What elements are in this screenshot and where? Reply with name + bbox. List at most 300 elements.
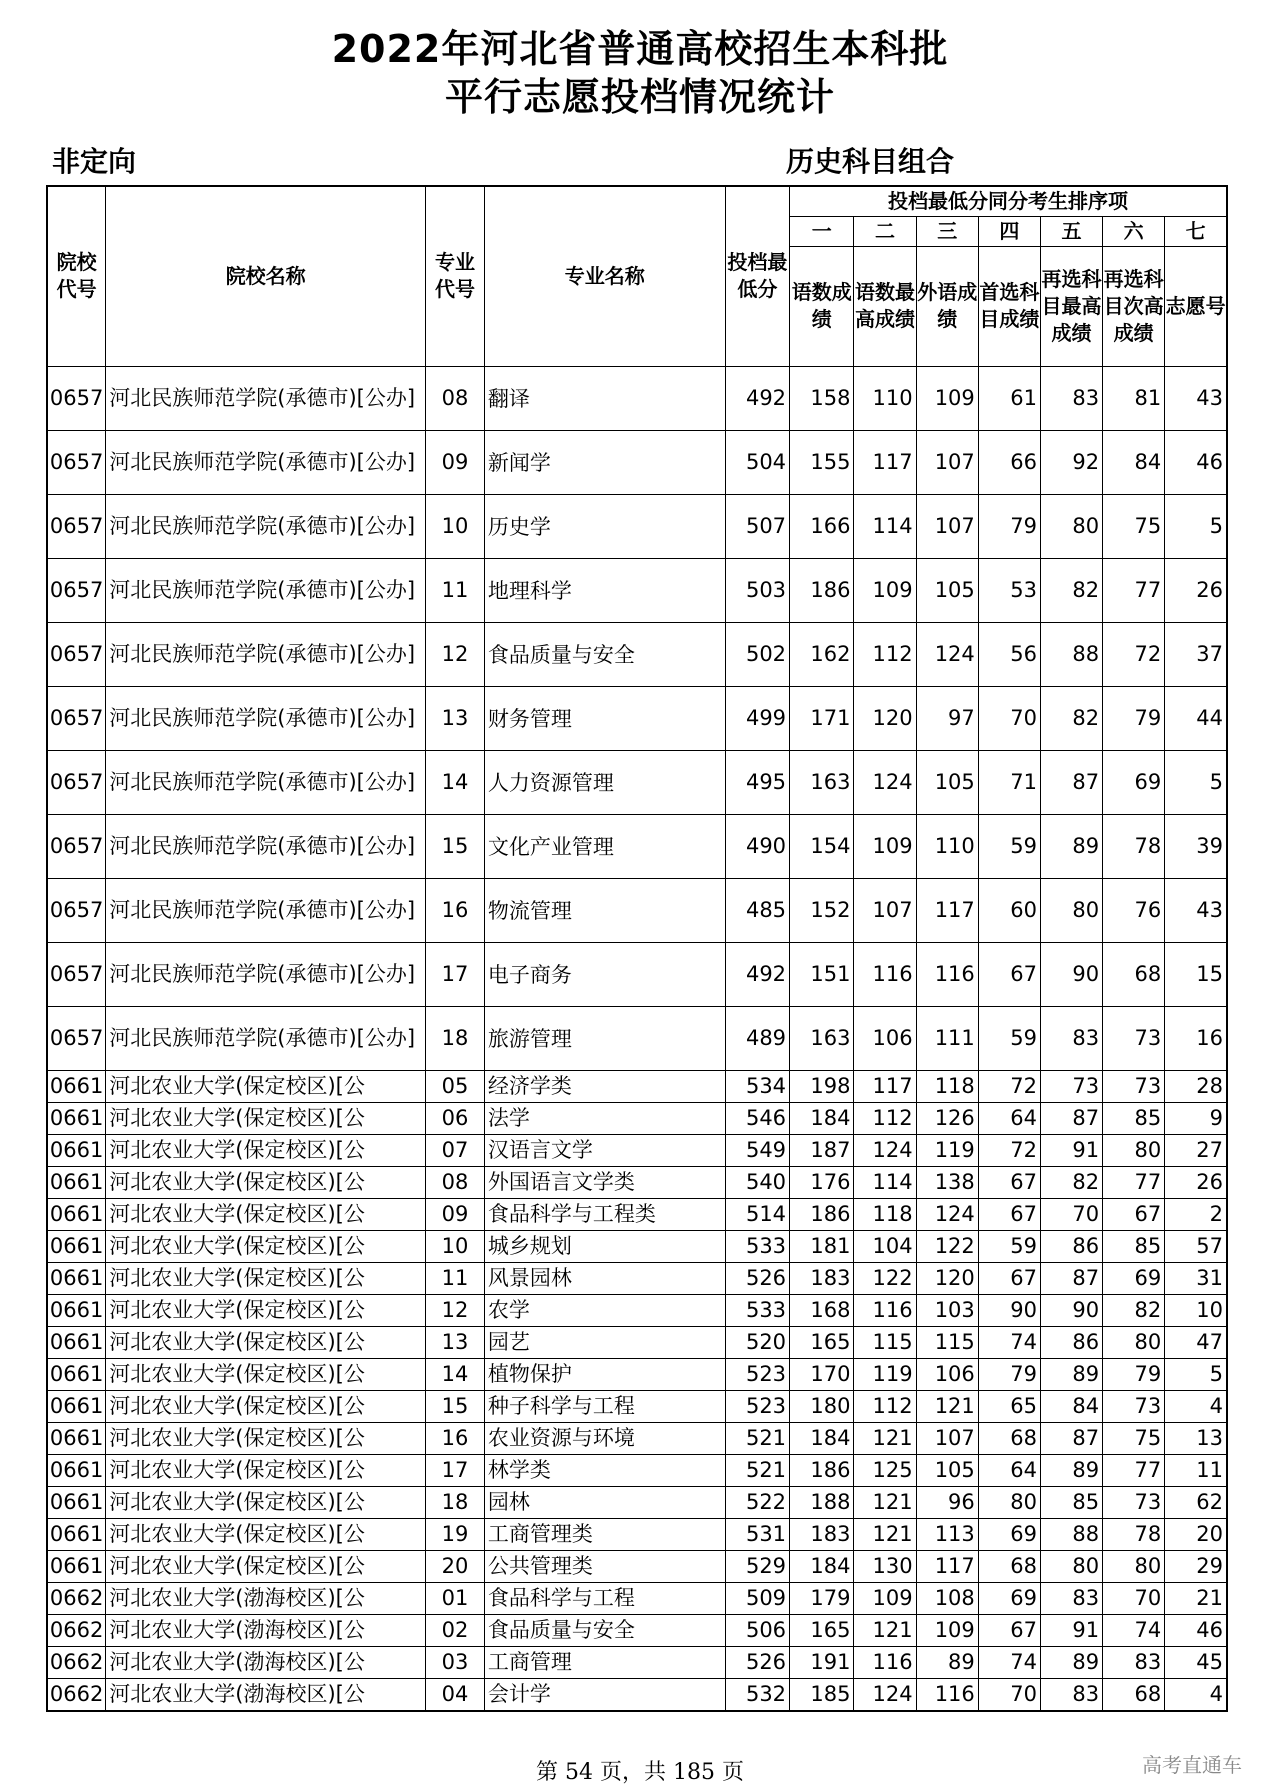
rank-value-cell: 89 (1040, 1646, 1102, 1678)
rank-value-cell: 4 (1165, 1390, 1227, 1422)
rank-value-cell: 165 (790, 1614, 854, 1646)
major-name-cell: 旅游管理 (484, 1006, 725, 1070)
major-name-cell: 地理科学 (484, 558, 725, 622)
rank-value-cell: 155 (790, 430, 854, 494)
major-code-cell: 20 (426, 1550, 485, 1582)
major-code-cell: 01 (426, 1582, 485, 1614)
rank-value-cell: 103 (916, 1294, 978, 1326)
rank-value-cell: 186 (790, 558, 854, 622)
rank-value-cell: 59 (978, 814, 1040, 878)
rank-value-cell: 73 (1040, 1070, 1102, 1102)
min-score-cell: 526 (725, 1262, 789, 1294)
rank-value-cell: 85 (1103, 1230, 1165, 1262)
page-title-line2: 平行志愿投档情况统计 (444, 75, 835, 119)
rank-value-cell: 185 (790, 1678, 854, 1711)
rank-value-cell: 109 (916, 1614, 978, 1646)
table-row (47, 1294, 1227, 1326)
rank-value-cell: 70 (1040, 1198, 1102, 1230)
rank-value-cell: 77 (1103, 1454, 1165, 1486)
rank-value-cell: 84 (1103, 430, 1165, 494)
min-score-cell: 495 (725, 750, 789, 814)
rank-value-cell: 83 (1040, 1678, 1102, 1711)
rank-value-cell: 80 (978, 1486, 1040, 1518)
major-name-cell: 食品质量与安全 (484, 622, 725, 686)
school-name-cell: 河北农业大学(渤海校区)[公 (106, 1614, 426, 1646)
major-name-cell: 法学 (484, 1102, 725, 1134)
school-name-cell: 河北民族师范学院(承德市)[公办] (106, 942, 426, 1006)
rank-value-cell: 75 (1103, 1422, 1165, 1454)
major-code-cell: 11 (426, 558, 485, 622)
min-score-cell: 523 (725, 1390, 789, 1422)
school-name-cell: 河北民族师范学院(承德市)[公办] (106, 686, 426, 750)
rank-value-cell: 188 (790, 1486, 854, 1518)
rank-value-cell: 88 (1040, 1518, 1102, 1550)
page-footer: 第 54 页，共 185 页 (536, 1760, 744, 1785)
rank-value-cell: 80 (1040, 878, 1102, 942)
table-row (47, 1678, 1227, 1711)
school-code-cell: 0657 (47, 558, 106, 622)
rank-value-cell: 90 (1040, 1294, 1102, 1326)
rank-value-cell: 138 (916, 1166, 978, 1198)
rank-value-cell: 109 (916, 366, 978, 430)
rank-value-cell: 77 (1103, 558, 1165, 622)
major-name-cell: 汉语言文学 (484, 1134, 725, 1166)
table-row (47, 1614, 1227, 1646)
rank-value-cell: 60 (978, 878, 1040, 942)
rank-value-cell: 106 (916, 1358, 978, 1390)
min-score-cell: 492 (725, 366, 789, 430)
rank-value-cell: 114 (854, 494, 916, 558)
rank-value-cell: 77 (1103, 1166, 1165, 1198)
rank-value-cell: 179 (790, 1582, 854, 1614)
rank-value-cell: 87 (1040, 750, 1102, 814)
rank-value-cell: 5 (1165, 1358, 1227, 1390)
rank-value-cell: 69 (978, 1518, 1040, 1550)
min-score-cell: 509 (725, 1582, 789, 1614)
rank-value-cell: 121 (854, 1518, 916, 1550)
header-rank-2: 二 (854, 216, 916, 246)
rank-value-cell: 110 (916, 814, 978, 878)
header-rank-7: 七 (1165, 216, 1227, 246)
rank-value-cell: 184 (790, 1550, 854, 1582)
table-row (47, 1390, 1227, 1422)
rank-value-cell: 125 (854, 1454, 916, 1486)
rank-value-cell: 117 (916, 1550, 978, 1582)
header-rank-item-4: 首选科目成绩 (978, 246, 1040, 366)
min-score-cell: 549 (725, 1134, 789, 1166)
table-row (47, 430, 1227, 494)
major-code-cell: 07 (426, 1134, 485, 1166)
rank-value-cell: 180 (790, 1390, 854, 1422)
major-name-cell: 食品质量与安全 (484, 1614, 725, 1646)
school-name-cell: 河北农业大学(保定校区)[公 (106, 1198, 426, 1230)
rank-value-cell: 10 (1165, 1294, 1227, 1326)
rank-value-cell: 84 (1040, 1390, 1102, 1422)
min-score-cell: 492 (725, 942, 789, 1006)
major-code-cell: 12 (426, 1294, 485, 1326)
table-row (47, 878, 1227, 942)
rank-value-cell: 59 (978, 1006, 1040, 1070)
rank-value-cell: 21 (1165, 1582, 1227, 1614)
major-code-cell: 02 (426, 1614, 485, 1646)
min-score-cell: 504 (725, 430, 789, 494)
header-school-code: 院校代号 (47, 186, 106, 366)
major-name-cell: 文化产业管理 (484, 814, 725, 878)
rank-value-cell: 112 (854, 622, 916, 686)
table-row (47, 750, 1227, 814)
category-label: 非定向 (52, 145, 137, 178)
school-name-cell: 河北农业大学(保定校区)[公 (106, 1550, 426, 1582)
major-name-cell: 园林 (484, 1486, 725, 1518)
rank-value-cell: 152 (790, 878, 854, 942)
header-rank-5: 五 (1040, 216, 1102, 246)
rank-value-cell: 116 (854, 1294, 916, 1326)
header-major-name: 专业名称 (484, 186, 725, 366)
school-name-cell: 河北农业大学(保定校区)[公 (106, 1390, 426, 1422)
rank-value-cell: 87 (1040, 1422, 1102, 1454)
school-name-cell: 河北民族师范学院(承德市)[公办] (106, 814, 426, 878)
major-code-cell: 14 (426, 1358, 485, 1390)
rank-value-cell: 2 (1165, 1198, 1227, 1230)
rank-value-cell: 121 (916, 1390, 978, 1422)
major-name-cell: 历史学 (484, 494, 725, 558)
rank-value-cell: 109 (854, 1582, 916, 1614)
school-name-cell: 河北农业大学(保定校区)[公 (106, 1166, 426, 1198)
rank-value-cell: 96 (916, 1486, 978, 1518)
rank-value-cell: 87 (1040, 1262, 1102, 1294)
rank-value-cell: 113 (916, 1518, 978, 1550)
rank-value-cell: 78 (1103, 1518, 1165, 1550)
table-row (47, 1262, 1227, 1294)
major-code-cell: 11 (426, 1262, 485, 1294)
school-name-cell: 河北农业大学(保定校区)[公 (106, 1454, 426, 1486)
rank-value-cell: 13 (1165, 1422, 1227, 1454)
table-row (47, 1550, 1227, 1582)
rank-value-cell: 119 (854, 1358, 916, 1390)
major-name-cell: 种子科学与工程 (484, 1390, 725, 1422)
rank-value-cell: 166 (790, 494, 854, 558)
rank-value-cell: 107 (854, 878, 916, 942)
rank-value-cell: 83 (1040, 1006, 1102, 1070)
min-score-cell: 514 (725, 1198, 789, 1230)
rank-value-cell: 107 (916, 430, 978, 494)
major-name-cell: 人力资源管理 (484, 750, 725, 814)
rank-value-cell: 78 (1103, 814, 1165, 878)
rank-value-cell: 20 (1165, 1518, 1227, 1550)
school-name-cell: 河北民族师范学院(承德市)[公办] (106, 366, 426, 430)
rank-value-cell: 130 (854, 1550, 916, 1582)
rank-value-cell: 88 (1040, 622, 1102, 686)
major-code-cell: 09 (426, 430, 485, 494)
school-name-cell: 河北农业大学(保定校区)[公 (106, 1422, 426, 1454)
school-name-cell: 河北民族师范学院(承德市)[公办] (106, 622, 426, 686)
rank-value-cell: 118 (916, 1070, 978, 1102)
rank-value-cell: 83 (1103, 1646, 1165, 1678)
rank-value-cell: 165 (790, 1326, 854, 1358)
rank-value-cell: 191 (790, 1646, 854, 1678)
page-title-line1: 2022年河北省普通高校招生本科批 (331, 27, 949, 71)
rank-value-cell: 69 (978, 1582, 1040, 1614)
rank-value-cell: 81 (1103, 366, 1165, 430)
table-row (47, 1422, 1227, 1454)
school-code-cell: 0661 (47, 1518, 106, 1550)
rank-value-cell: 120 (916, 1262, 978, 1294)
major-code-cell: 09 (426, 1198, 485, 1230)
table-row (47, 686, 1227, 750)
rank-value-cell: 9 (1165, 1102, 1227, 1134)
header-rank-3: 三 (916, 216, 978, 246)
rank-value-cell: 67 (978, 942, 1040, 1006)
school-name-cell: 河北农业大学(保定校区)[公 (106, 1358, 426, 1390)
table-row (47, 622, 1227, 686)
table-row (47, 1006, 1227, 1070)
major-code-cell: 16 (426, 878, 485, 942)
major-code-cell: 18 (426, 1006, 485, 1070)
school-code-cell: 0661 (47, 1262, 106, 1294)
major-name-cell: 植物保护 (484, 1358, 725, 1390)
table-row (47, 366, 1227, 430)
major-code-cell: 04 (426, 1678, 485, 1711)
table-row (47, 814, 1227, 878)
major-code-cell: 06 (426, 1102, 485, 1134)
school-code-cell: 0662 (47, 1582, 106, 1614)
rank-value-cell: 85 (1040, 1486, 1102, 1518)
rank-value-cell: 16 (1165, 1006, 1227, 1070)
major-name-cell: 食品科学与工程类 (484, 1198, 725, 1230)
school-code-cell: 0661 (47, 1454, 106, 1486)
rank-value-cell: 92 (1040, 430, 1102, 494)
table-row (47, 1326, 1227, 1358)
school-code-cell: 0662 (47, 1646, 106, 1678)
rank-value-cell: 68 (978, 1422, 1040, 1454)
school-code-cell: 0661 (47, 1230, 106, 1262)
rank-value-cell: 69 (1103, 750, 1165, 814)
rank-value-cell: 116 (854, 1646, 916, 1678)
rank-value-cell: 67 (978, 1166, 1040, 1198)
rank-value-cell: 5 (1165, 750, 1227, 814)
school-code-cell: 0662 (47, 1678, 106, 1711)
major-name-cell: 园艺 (484, 1326, 725, 1358)
table-row (47, 1518, 1227, 1550)
rank-value-cell: 4 (1165, 1678, 1227, 1711)
rank-value-cell: 109 (854, 814, 916, 878)
major-code-cell: 10 (426, 494, 485, 558)
rank-value-cell: 107 (916, 494, 978, 558)
school-code-cell: 0661 (47, 1550, 106, 1582)
major-code-cell: 18 (426, 1486, 485, 1518)
rank-value-cell: 46 (1165, 430, 1227, 494)
rank-value-cell: 37 (1165, 622, 1227, 686)
major-code-cell: 14 (426, 750, 485, 814)
header-tie-break-group: 投档最低分同分考生排序项 (790, 186, 1227, 216)
rank-value-cell: 85 (1103, 1102, 1165, 1134)
min-score-cell: 533 (725, 1294, 789, 1326)
rank-value-cell: 39 (1165, 814, 1227, 878)
major-code-cell: 08 (426, 366, 485, 430)
rank-value-cell: 110 (854, 366, 916, 430)
table-row (47, 1486, 1227, 1518)
school-code-cell: 0661 (47, 1134, 106, 1166)
min-score-cell: 534 (725, 1070, 789, 1102)
rank-value-cell: 66 (978, 430, 1040, 494)
rank-value-cell: 163 (790, 750, 854, 814)
school-code-cell: 0661 (47, 1070, 106, 1102)
rank-value-cell: 89 (1040, 814, 1102, 878)
rank-value-cell: 176 (790, 1166, 854, 1198)
table-row (47, 1070, 1227, 1102)
major-code-cell: 17 (426, 1454, 485, 1486)
major-name-cell: 财务管理 (484, 686, 725, 750)
rank-value-cell: 45 (1165, 1646, 1227, 1678)
rank-value-cell: 61 (978, 366, 1040, 430)
rank-value-cell: 90 (978, 1294, 1040, 1326)
major-name-cell: 公共管理类 (484, 1550, 725, 1582)
major-name-cell: 物流管理 (484, 878, 725, 942)
rank-value-cell: 124 (854, 1678, 916, 1711)
major-name-cell: 经济学类 (484, 1070, 725, 1102)
rank-value-cell: 43 (1165, 366, 1227, 430)
rank-value-cell: 186 (790, 1454, 854, 1486)
rank-value-cell: 116 (854, 942, 916, 1006)
rank-value-cell: 116 (916, 1678, 978, 1711)
rank-value-cell: 105 (916, 558, 978, 622)
rank-value-cell: 114 (854, 1166, 916, 1198)
major-name-cell: 农学 (484, 1294, 725, 1326)
rank-value-cell: 121 (854, 1614, 916, 1646)
header-rank-item-6: 再选科目次高成绩 (1103, 246, 1165, 366)
rank-value-cell: 29 (1165, 1550, 1227, 1582)
rank-value-cell: 53 (978, 558, 1040, 622)
header-min-score: 投档最低分 (725, 186, 789, 366)
major-code-cell: 15 (426, 1390, 485, 1422)
major-code-cell: 12 (426, 622, 485, 686)
rank-value-cell: 57 (1165, 1230, 1227, 1262)
rank-value-cell: 67 (1103, 1198, 1165, 1230)
rank-value-cell: 67 (978, 1198, 1040, 1230)
rank-value-cell: 69 (1103, 1262, 1165, 1294)
min-score-cell: 506 (725, 1614, 789, 1646)
major-name-cell: 工商管理类 (484, 1518, 725, 1550)
school-name-cell: 河北农业大学(保定校区)[公 (106, 1070, 426, 1102)
major-code-cell: 05 (426, 1070, 485, 1102)
school-name-cell: 河北民族师范学院(承德市)[公办] (106, 494, 426, 558)
rank-value-cell: 72 (978, 1070, 1040, 1102)
rank-value-cell: 46 (1165, 1614, 1227, 1646)
min-score-cell: 531 (725, 1518, 789, 1550)
min-score-cell: 540 (725, 1166, 789, 1198)
major-name-cell: 食品科学与工程 (484, 1582, 725, 1614)
table-row (47, 1166, 1227, 1198)
rank-value-cell: 26 (1165, 1166, 1227, 1198)
school-name-cell: 河北农业大学(渤海校区)[公 (106, 1678, 426, 1711)
rank-value-cell: 118 (854, 1198, 916, 1230)
school-name-cell: 河北民族师范学院(承德市)[公办] (106, 430, 426, 494)
rank-value-cell: 87 (1040, 1102, 1102, 1134)
school-code-cell: 0657 (47, 686, 106, 750)
school-code-cell: 0662 (47, 1614, 106, 1646)
min-score-cell: 532 (725, 1678, 789, 1711)
rank-value-cell: 80 (1103, 1550, 1165, 1582)
header-rank-6: 六 (1103, 216, 1165, 246)
min-score-cell: 522 (725, 1486, 789, 1518)
rank-value-cell: 168 (790, 1294, 854, 1326)
rank-value-cell: 67 (978, 1262, 1040, 1294)
table-row (47, 1198, 1227, 1230)
major-name-cell: 林学类 (484, 1454, 725, 1486)
rank-value-cell: 47 (1165, 1326, 1227, 1358)
rank-value-cell: 154 (790, 814, 854, 878)
min-score-cell: 499 (725, 686, 789, 750)
rank-value-cell: 43 (1165, 878, 1227, 942)
rank-value-cell: 80 (1103, 1134, 1165, 1166)
major-code-cell: 10 (426, 1230, 485, 1262)
rank-value-cell: 11 (1165, 1454, 1227, 1486)
min-score-cell: 526 (725, 1646, 789, 1678)
major-name-cell: 新闻学 (484, 430, 725, 494)
min-score-cell: 546 (725, 1102, 789, 1134)
major-code-cell: 17 (426, 942, 485, 1006)
rank-value-cell: 151 (790, 942, 854, 1006)
table-row (47, 1134, 1227, 1166)
rank-value-cell: 56 (978, 622, 1040, 686)
school-code-cell: 0661 (47, 1294, 106, 1326)
rank-value-cell: 124 (854, 750, 916, 814)
table-row (47, 1454, 1227, 1486)
school-code-cell: 0661 (47, 1102, 106, 1134)
school-name-cell: 河北农业大学(保定校区)[公 (106, 1262, 426, 1294)
rank-value-cell: 86 (1040, 1230, 1102, 1262)
rank-value-cell: 89 (1040, 1358, 1102, 1390)
rank-value-cell: 89 (1040, 1454, 1102, 1486)
rank-value-cell: 122 (854, 1262, 916, 1294)
rank-value-cell: 187 (790, 1134, 854, 1166)
rank-value-cell: 112 (854, 1102, 916, 1134)
subject-combination-label: 历史科目组合 (786, 145, 955, 178)
min-score-cell: 520 (725, 1326, 789, 1358)
rank-value-cell: 73 (1103, 1006, 1165, 1070)
rank-value-cell: 71 (978, 750, 1040, 814)
major-code-cell: 03 (426, 1646, 485, 1678)
rank-value-cell: 105 (916, 1454, 978, 1486)
rank-value-cell: 80 (1103, 1326, 1165, 1358)
school-name-cell: 河北农业大学(渤海校区)[公 (106, 1646, 426, 1678)
school-code-cell: 0657 (47, 942, 106, 1006)
rank-value-cell: 117 (854, 1070, 916, 1102)
header-rank-item-3: 外语成绩 (916, 246, 978, 366)
min-score-cell: 502 (725, 622, 789, 686)
school-name-cell: 河北农业大学(渤海校区)[公 (106, 1582, 426, 1614)
table-row (47, 494, 1227, 558)
rank-value-cell: 124 (916, 1198, 978, 1230)
rank-value-cell: 122 (916, 1230, 978, 1262)
table-row (47, 1230, 1227, 1262)
min-score-cell: 490 (725, 814, 789, 878)
rank-value-cell: 117 (854, 430, 916, 494)
major-code-cell: 16 (426, 1422, 485, 1454)
rank-value-cell: 115 (854, 1326, 916, 1358)
header-rank-item-1: 语数成绩 (790, 246, 854, 366)
min-score-cell: 523 (725, 1358, 789, 1390)
rank-value-cell: 62 (1165, 1486, 1227, 1518)
rank-value-cell: 115 (916, 1326, 978, 1358)
major-name-cell: 会计学 (484, 1678, 725, 1711)
min-score-cell: 521 (725, 1422, 789, 1454)
school-code-cell: 0657 (47, 366, 106, 430)
school-code-cell: 0657 (47, 878, 106, 942)
school-code-cell: 0661 (47, 1486, 106, 1518)
rank-value-cell: 83 (1040, 366, 1102, 430)
rank-value-cell: 112 (854, 1390, 916, 1422)
